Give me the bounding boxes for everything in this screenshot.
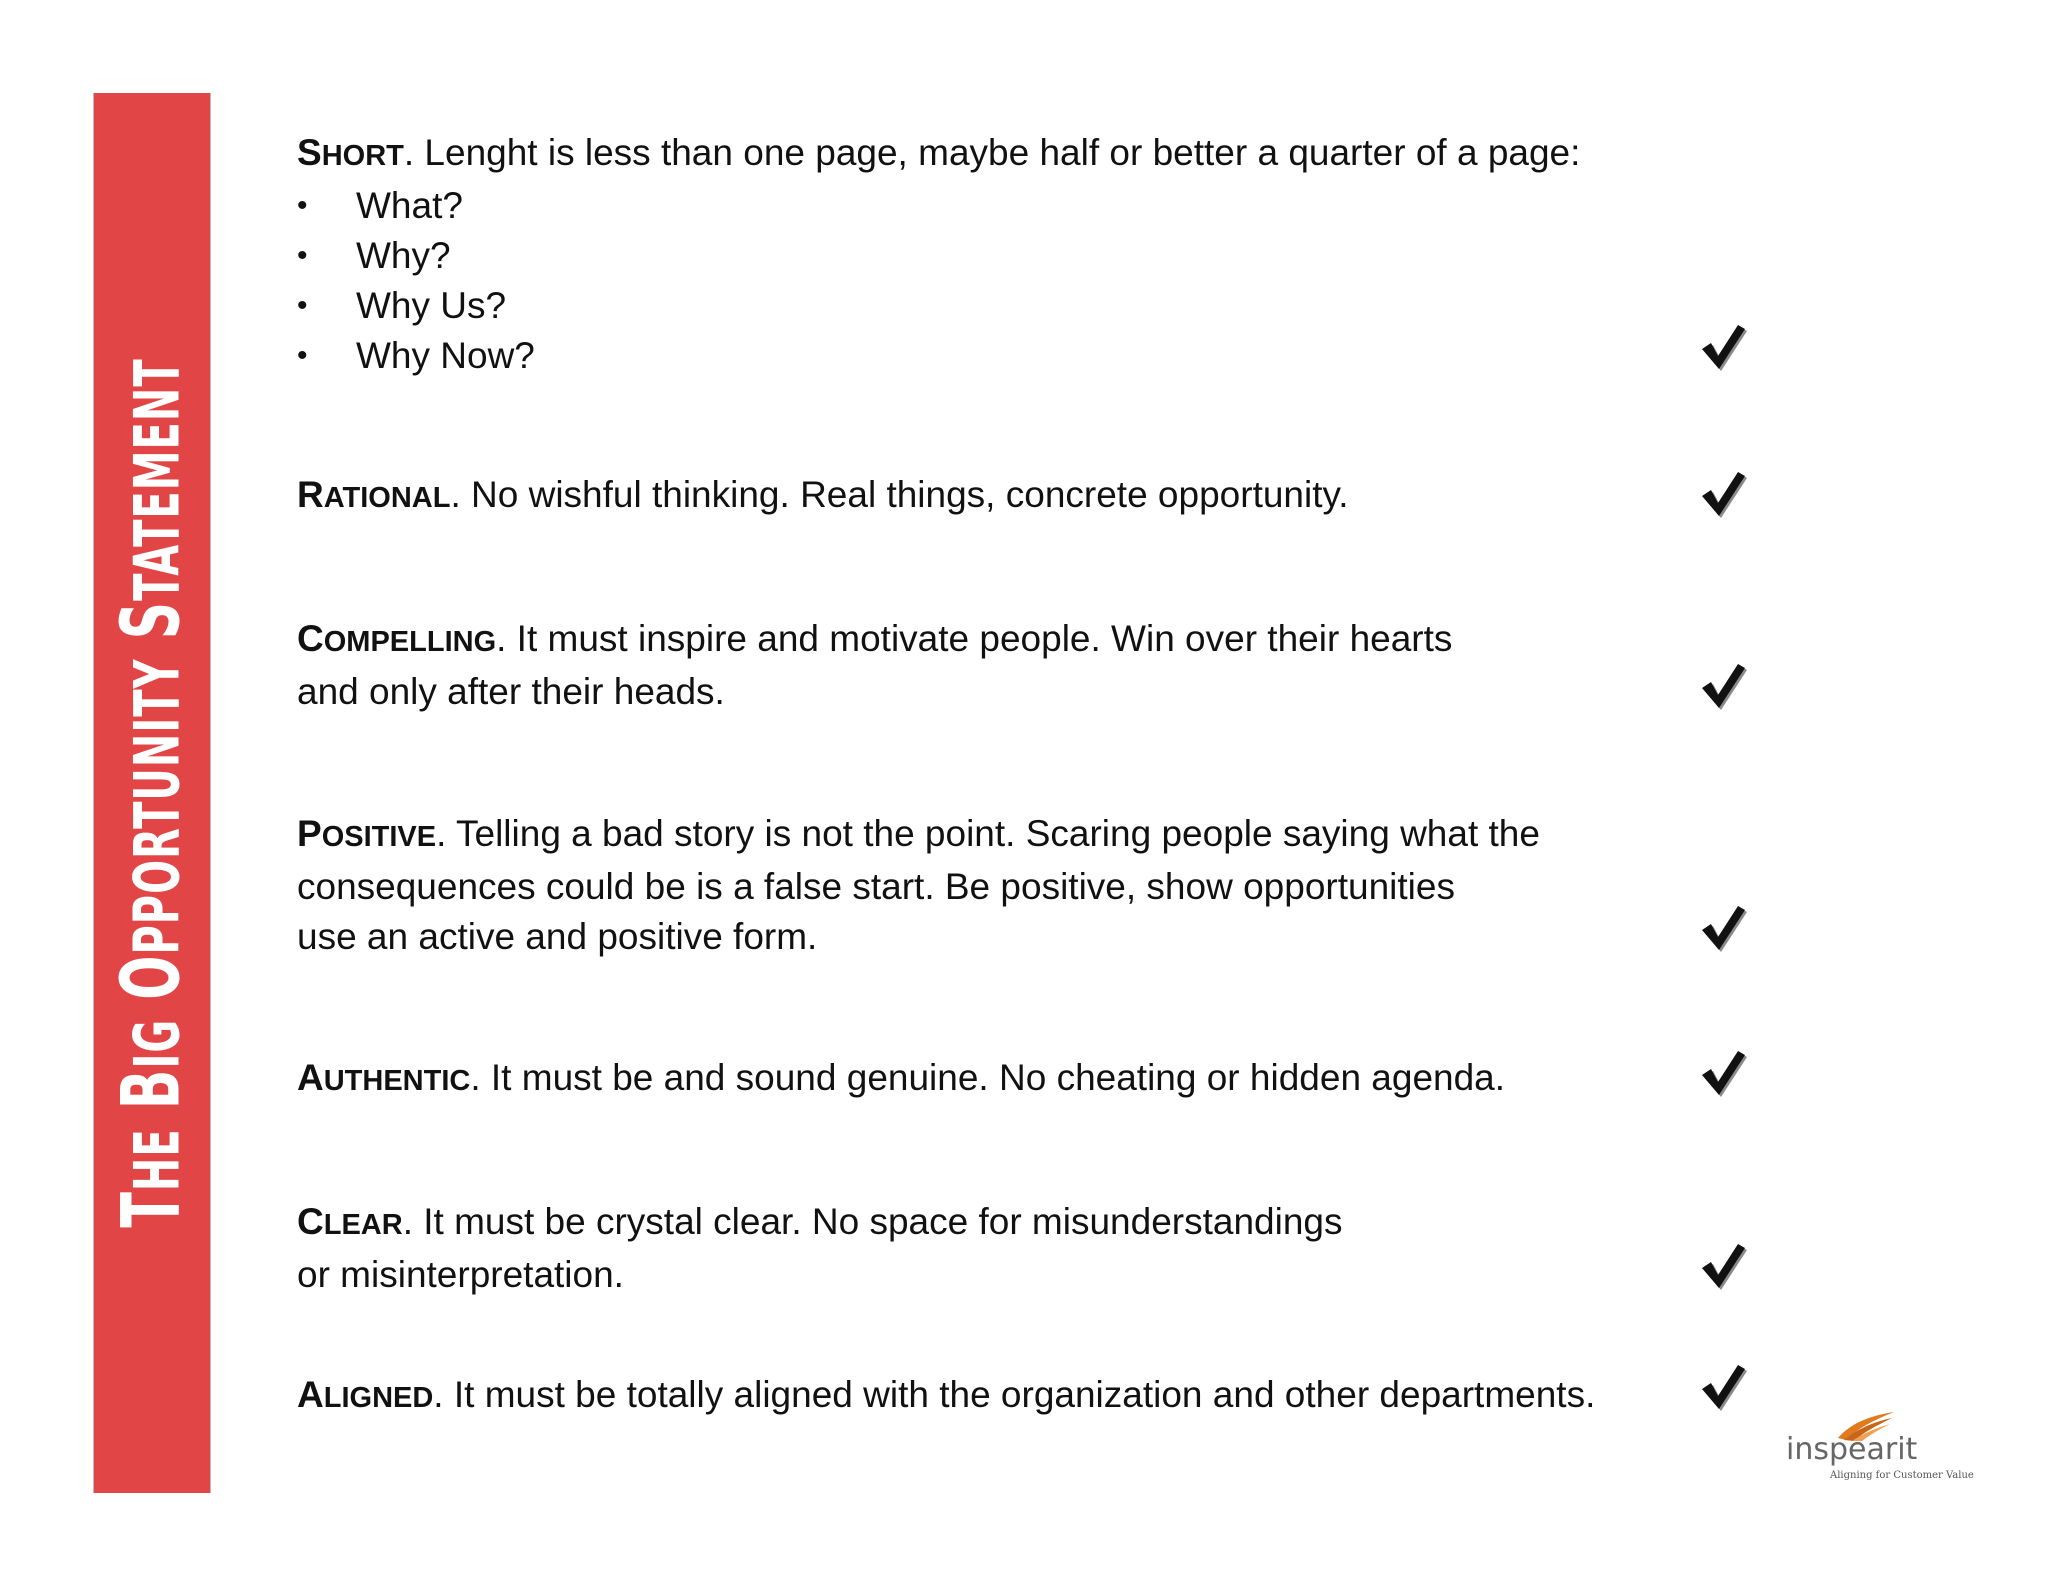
item-short-term: SHORT: [297, 132, 404, 173]
checkmark-icon: [1698, 1362, 1748, 1412]
item-short-heading: SHORT. Lenght is less than one page, maybe half or better a quarter of a page:: [297, 132, 1581, 173]
title-word-opportunity: OPPORTUNITY: [105, 658, 199, 1000]
checkmark-icon: [1698, 1048, 1748, 1098]
item-compelling: COMPELLING. It must inspire and motivate people. Win over their hearts and only after their heads.: [297, 618, 1453, 712]
bullet-item: • Why?: [297, 231, 1580, 281]
logo-tagline: Aligning for Customer Value: [1830, 1470, 1974, 1481]
bullet-item: • What?: [297, 181, 1580, 231]
bullet-item: • Why Us?: [297, 281, 1580, 331]
checkmark-icon: [1698, 1241, 1748, 1291]
slide-title: [106, 358, 199, 1227]
item-rational-term: RATIONAL: [297, 474, 451, 515]
checkmark-icon: [1698, 903, 1748, 953]
bullet-item: • Why Now?: [297, 331, 1580, 381]
checkmark-icon: [1698, 469, 1748, 519]
inspearit-logo: [1786, 1410, 1974, 1484]
item-positive-term: POSITIVE: [297, 813, 437, 854]
item-rational: RATIONAL. No wishful thinking. Real things, concrete opportunity.: [297, 474, 1349, 515]
item-short: [297, 128, 1580, 381]
item-clear: CLEAR. It must be crystal clear. No space for misunderstandings or misinterpretation.: [297, 1201, 1343, 1295]
item-positive: POSITIVE. Telling a bad story is not the point. Scaring people saying what the consequences could be is a false start. Be positive, show opportunities use an active and positive form.: [297, 813, 1540, 957]
item-authentic: AUTHENTIC. It must be and sound genuine. No cheating or hidden agenda.: [297, 1057, 1506, 1098]
title-word-statement: STATEMENT: [105, 358, 199, 640]
item-short-bullet-list: [297, 181, 1580, 381]
checkmark-icon: [1698, 322, 1748, 372]
title-word-the: THE: [105, 1128, 199, 1228]
logo-name: inspearit: [1786, 1432, 1918, 1467]
title-word-big: BIG: [105, 1018, 199, 1110]
item-authentic-term: AUTHENTIC: [297, 1057, 471, 1098]
item-compelling-term: COMPELLING: [297, 618, 497, 659]
item-clear-term: CLEAR: [297, 1201, 403, 1242]
item-aligned: ALIGNED. It must be totally aligned with the organization and other departments.: [297, 1374, 1596, 1415]
item-aligned-term: ALIGNED: [297, 1374, 434, 1415]
checkmark-icon: [1698, 661, 1748, 711]
